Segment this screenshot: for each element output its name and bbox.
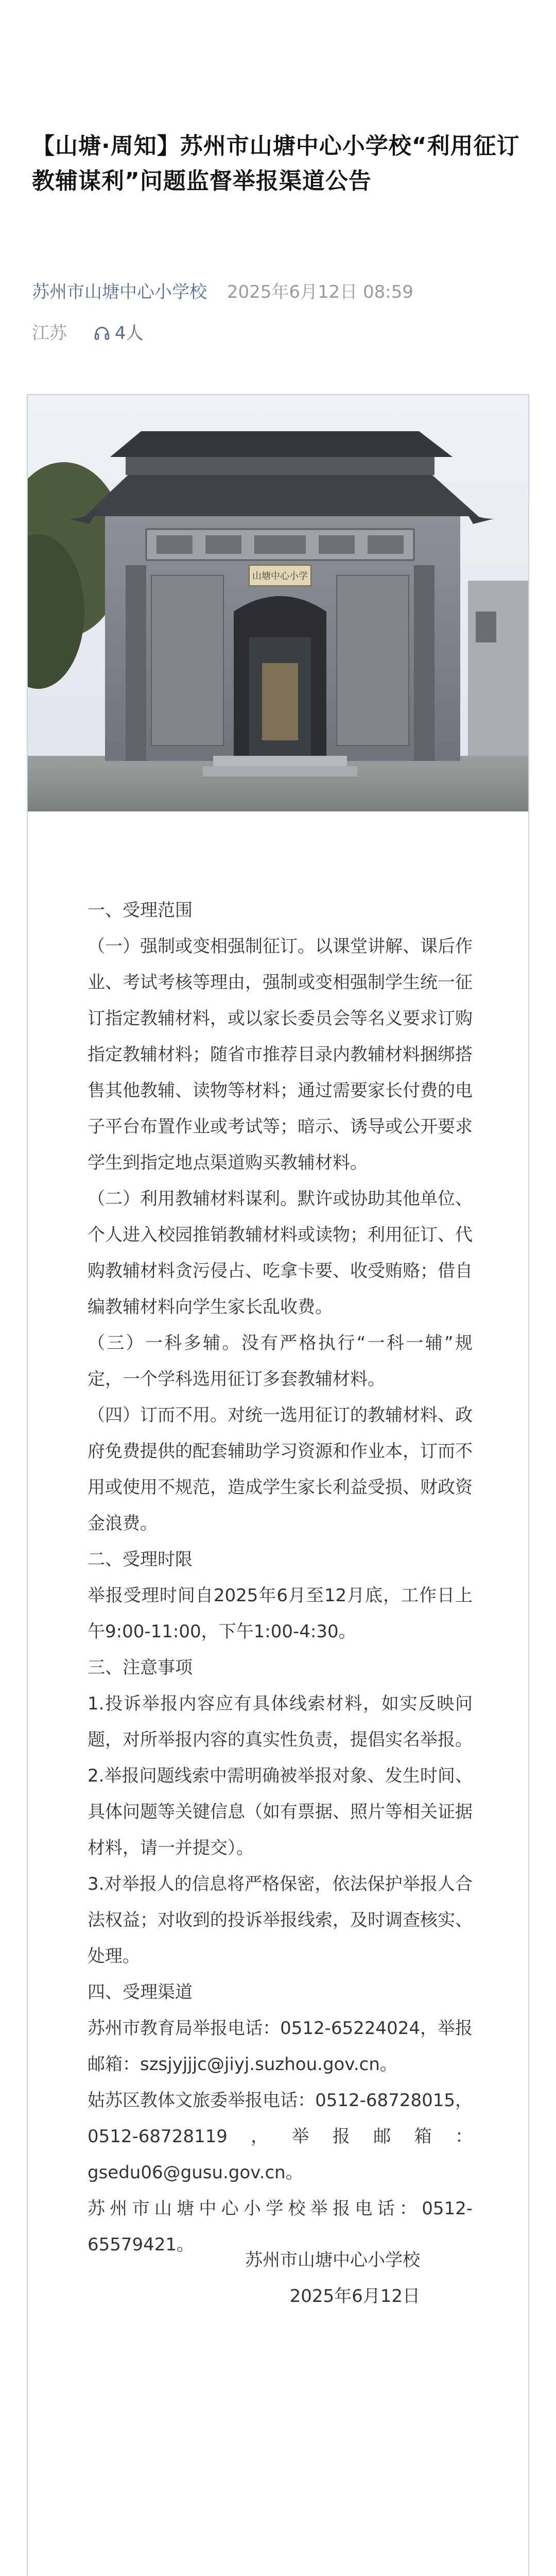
signature-org: 苏州市山塘中心小学校 [245, 2250, 420, 2270]
listener-count: 4人 [114, 323, 144, 344]
body-paragraph: 3.对举报人的信息将严格保密，依法保护举报人合法权益；对收到的投诉举报线索，及时调查核实、处理。 [88, 1874, 473, 1967]
notice-body [88, 892, 473, 2263]
gate-sign-text: 山塘中心小学 [252, 571, 308, 582]
school-gate-illustration [28, 395, 528, 811]
contact-paragraph: 苏州市教育局举报电话：0512-65224024，举报邮箱：szsjyjjjc@jiyj.suzhou.gov.cn。 [88, 2018, 473, 2075]
body-paragraph: （一）强制或变相强制征订。以课堂讲解、课后作业、考试考核等理由，强制或变相强制学生统一征订指定教辅材料，或以家长委员会等名义要求订购指定教辅材料；随省市推荐目录内教辅材料捆绑搭售其他教辅、读物等材料；通过需要家长付费的电子平台布置作业或考试等；暗示、诱导或公开要求学生到指定地点渠道购买教辅材料。 [88, 936, 473, 1173]
headphones-icon [93, 325, 111, 342]
article-title: 【山塘·周知】苏州市山塘中心小学校“利用征订教辅谋利”问题监督举报渠道公告 [32, 133, 520, 194]
listen-button[interactable] [93, 323, 144, 344]
publish-time: 2025年6月12日 08:59 [227, 282, 414, 302]
body-paragraph: （三）一科多辅。没有严格执行“一科一辅”规定，一个学科选用征订多套教辅材料。 [88, 1333, 473, 1389]
section-heading: 三、注意事项 [88, 1657, 193, 1678]
body-paragraph: （四）订而不用。对统一选用征订的教辅材料、政府免费提供的配套辅助学习资源和作业本，订而不用或使用不规范，造成学生家长利益受损、财政资金浪费。 [88, 1405, 473, 1534]
body-paragraph: 1.投诉举报内容应有具体线索材料，如实反映问题，对所举报内容的真实性负责，提倡实名举报。 [88, 1693, 473, 1750]
signature-date: 2025年6月12日 [289, 2286, 420, 2307]
body-paragraph: 2.举报问题线索中需明确被举报对象、发生时间、具体问题等关键信息（如有票据、照片等相关证据材料，请一并提交）。 [88, 1766, 473, 1858]
contact-paragraph: 苏州市山塘中心小学校举报电话：0512-65579421。 [88, 2198, 473, 2255]
body-paragraph: （二）利用教辅材料谋利。默许或协助其他单位、个人进入校园推销教辅材料或读物；利用征订、代购教辅材料贪污侵占、吃拿卡要、收受贿赂；借自编教辅材料向学生家长乱收费。 [88, 1189, 473, 1317]
school-gate-photo [28, 395, 528, 811]
section-heading: 二、受理时限 [88, 1549, 193, 1570]
article-meta [32, 279, 526, 344]
signature-block [88, 2242, 420, 2314]
notice-card [27, 394, 529, 2576]
location-label: 江苏 [32, 323, 67, 344]
account-name-link[interactable]: 苏州市山塘中心小学校 [32, 282, 207, 302]
meta-row-2 [32, 320, 143, 346]
contact-paragraph: 姑苏区教体文旅委举报电话：0512-68728015，0512-68728119，举报邮箱：gsedu06@gusu.gov.cn。 [88, 2090, 473, 2183]
body-paragraph: 举报受理时间自2025年6月至12月底，工作日上午9:00-11:00，下午1:00-4:30。 [88, 1585, 473, 1642]
section-heading: 四、受理渠道 [88, 1982, 193, 2003]
section-heading: 一、受理范围 [88, 900, 193, 921]
